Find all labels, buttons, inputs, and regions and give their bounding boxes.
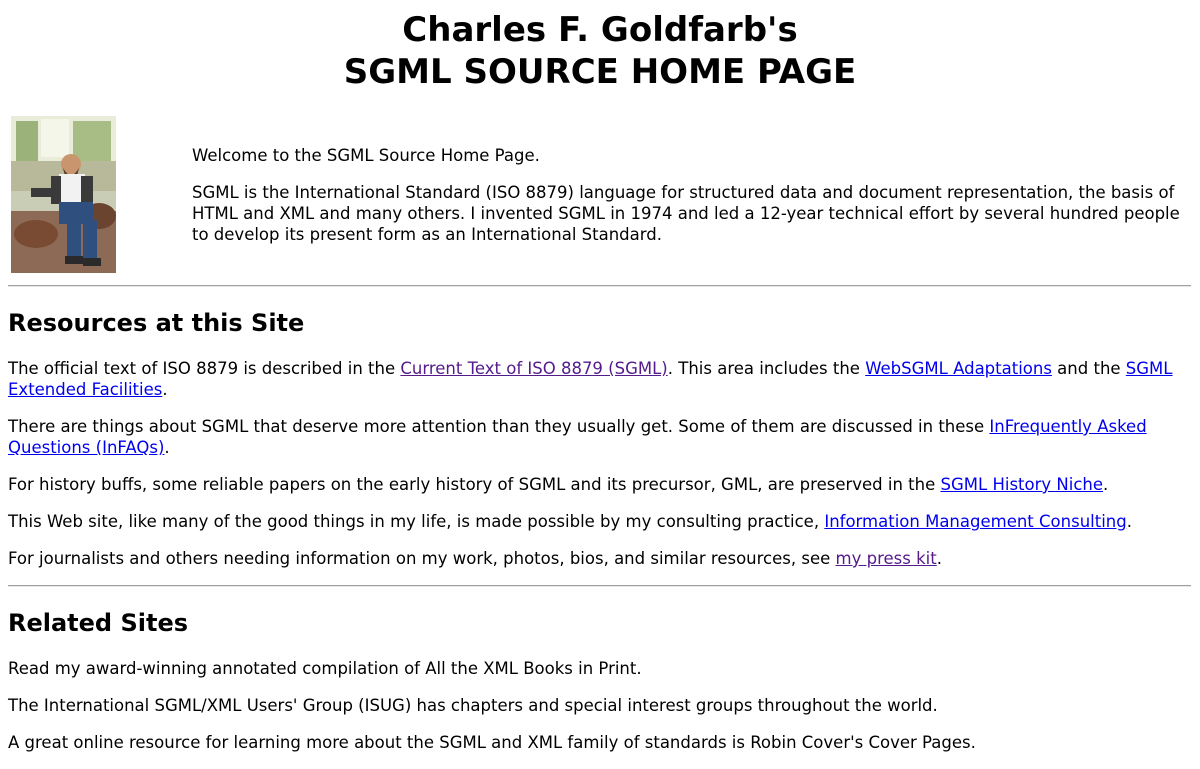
text: This Web site, like many of the good things in my life, is made possible by my consulting practice, <box>8 512 825 531</box>
text: For journalists and others needing information on my work, photos, bios, and similar resources, see <box>8 549 836 568</box>
intro-section <box>192 145 1187 261</box>
text: . <box>1126 512 1132 531</box>
text: . <box>162 380 168 399</box>
resources-paragraph-history <box>8 474 1178 495</box>
text: The official text of ISO 8879 is described in the <box>8 359 401 378</box>
title-line-1: Charles F. Goldfarb's <box>402 10 798 50</box>
text: There are things about SGML that deserve more attention than they usually get. Some of them are discussed in these <box>8 417 990 436</box>
text: and the <box>1051 359 1126 378</box>
text: . This area includes the <box>667 359 866 378</box>
related-paragraph-isug: The International SGML/XML Users' Group (ISUG) has chapters and special interest groups throughout the world. <box>8 696 938 715</box>
link-infaqs[interactable]: InFrequently Asked Questions (InFAQs) <box>8 417 1147 457</box>
link-current-text-iso-8879[interactable]: Current Text of ISO 8879 (SGML) <box>400 359 668 378</box>
text: For history buffs, some reliable papers on the early history of SGML and its precursor, GML, are preserved in the <box>8 475 941 494</box>
page-title <box>0 9 1200 93</box>
divider <box>8 285 1191 287</box>
welcome-text: Welcome to the SGML Source Home Page. <box>192 146 540 165</box>
related-heading: Related Sites <box>8 609 189 637</box>
resources-paragraph-infaqs <box>8 416 1178 458</box>
resources-heading: Resources at this Site <box>8 309 305 337</box>
link-press-kit[interactable]: my press kit <box>835 549 937 568</box>
text: . <box>164 438 170 457</box>
link-information-management-consulting[interactable]: Information Management Consulting <box>824 512 1127 531</box>
title-line-2: SGML SOURCE HOME PAGE <box>343 52 857 92</box>
author-photo <box>11 116 116 273</box>
resources-section <box>8 358 1178 585</box>
divider <box>8 585 1191 587</box>
text: . <box>936 549 942 568</box>
link-sgml-history-niche[interactable]: SGML History Niche <box>940 475 1104 494</box>
link-sgml-extended-facilities[interactable]: SGML Extended Facilities <box>8 359 1173 399</box>
text: . <box>1103 475 1109 494</box>
resources-paragraph-consulting <box>8 511 1178 532</box>
sgml-description: SGML is the International Standard (ISO 8879) language for structured data and document representation, the basis of HTML and XML and many others. I invented SGML in 1974 and led a 12-year technical effort by several hundred people to develop its present form as an International Standard. <box>192 183 1180 244</box>
related-paragraph-books: Read my award-winning annotated compilation of All the XML Books in Print. <box>8 659 642 678</box>
resources-paragraph-iso <box>8 358 1178 400</box>
link-websgml-adaptations[interactable]: WebSGML Adaptations <box>865 359 1052 378</box>
related-section <box>8 658 1178 769</box>
resources-paragraph-press <box>8 548 1178 569</box>
related-paragraph-cover-pages: A great online resource for learning more about the SGML and XML family of standards is Robin Cover's Cover Pages. <box>8 733 976 752</box>
